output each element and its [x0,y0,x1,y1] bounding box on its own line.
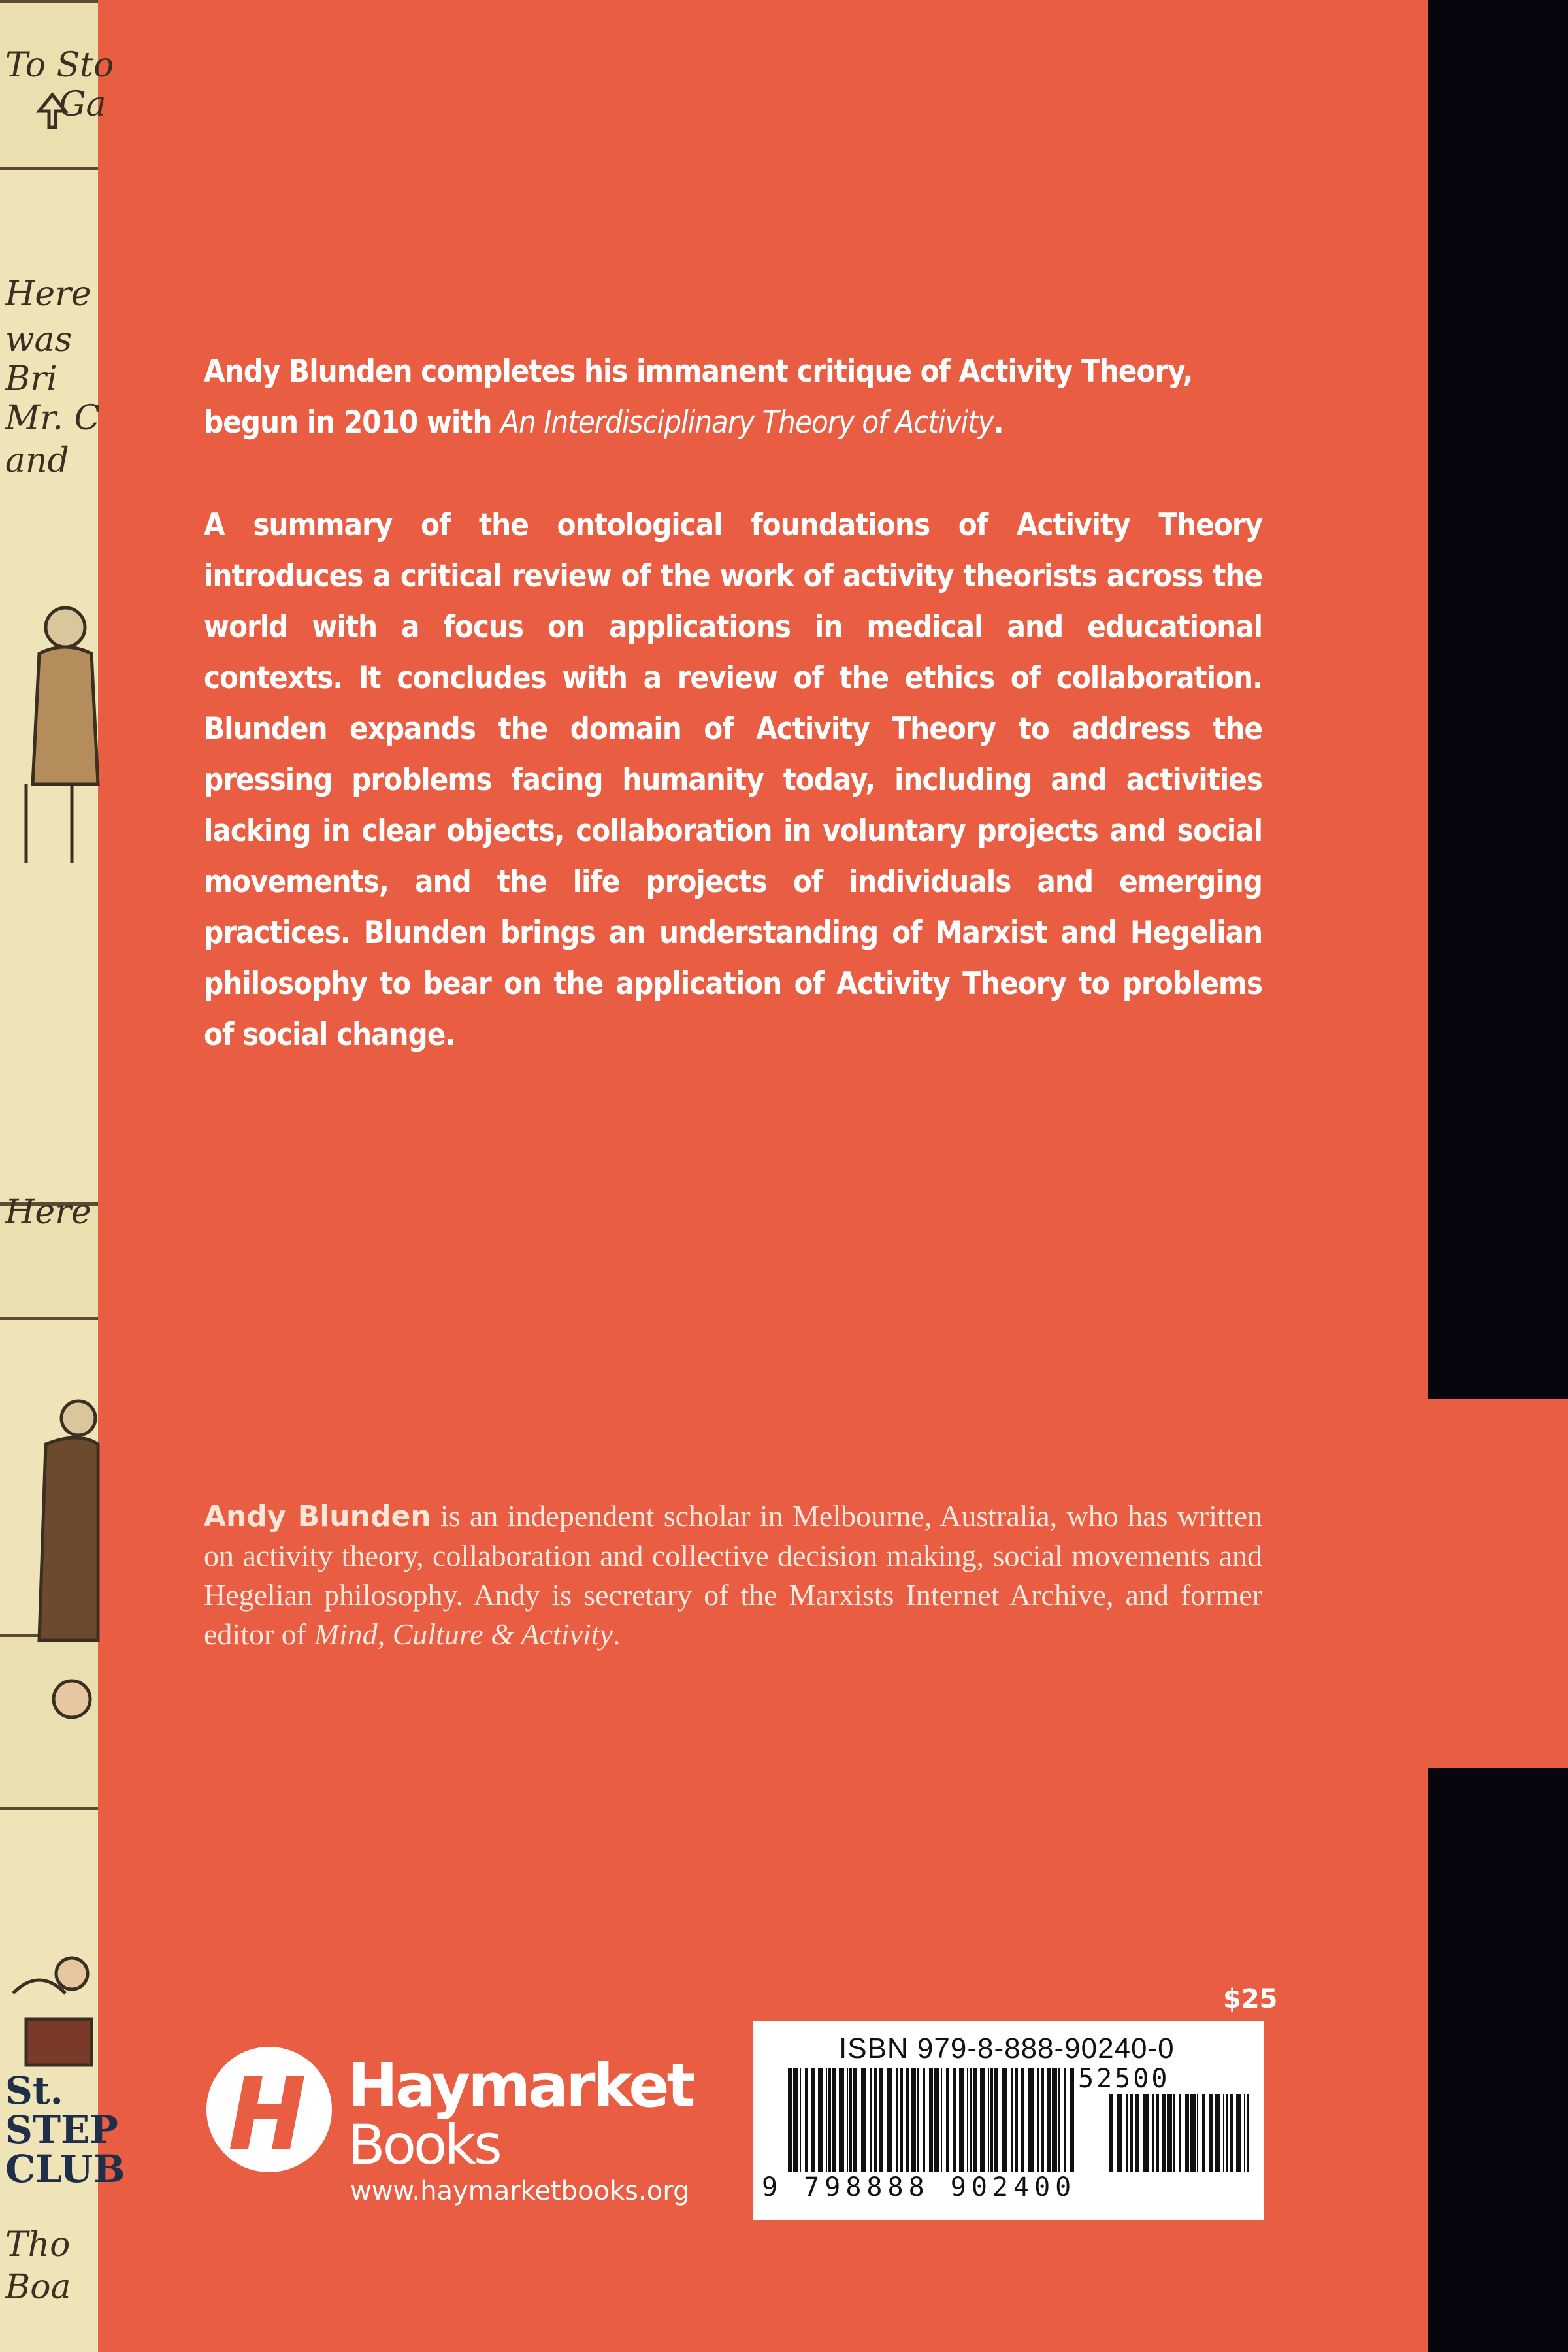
barcode-bar [853,2068,857,2172]
blurb-summary-text: A summary of the ontological foundations of Activity Theory introduces a critical review of the work of activity theorists across the world with a focus on applications in medical and educational contexts. It concludes with a review of the ethics of collaboration. Blunden expands the domain of Activity Theory to address the pressing problems facing humanity today, including and activities lacking in clear objects, collaboration in voluntary projects and social movements, and the life projects of individuals and emerging practices. Blunden brings an understanding of Marxist and Hegelian philosophy to bear on the application of Activity Theory to problems of social change. [204,507,1262,1053]
spine-text: Ga [59,85,106,124]
barcode-bar [1152,2094,1154,2172]
barcode-bar [1223,2094,1224,2172]
barcode-bar [800,2068,801,2172]
barcode-bar [1247,2094,1249,2172]
barcode-bar [990,2068,993,2172]
barcode-bar [839,2068,844,2172]
barcode-bar [1052,2068,1057,2172]
author-bio-text: is an independent scholar in Melbourne, Australia, who has written on activity theory, collaboration and collective decision making, social movements and Hegelian philosophy. Andy is secretary of the Marxists Internet Archive, and former editor of [204,1499,1262,1651]
price: $25 [1223,1984,1278,2014]
spine-text: STEP [5,2108,118,2152]
author-bio [204,1497,1262,1654]
barcode-bar [941,2068,942,2172]
barcode-bar [1162,2094,1166,2172]
barcode-bar [1236,2094,1241,2172]
barcode-bar [994,2068,998,2172]
publisher-url: www.haymarketbooks.org [350,2176,690,2206]
barcode-bar [1185,2094,1189,2172]
spine-edge-dark [1428,0,1568,1399]
author-name: Andy Blunden [204,1500,431,1533]
barcode-bar [1064,2068,1066,2172]
barcode-bar [1202,2094,1205,2172]
barcode-bar [1002,2068,1007,2172]
barcode-bar [923,2068,925,2172]
journal-name: Mind, Culture & Activity [314,1617,613,1651]
barcode-bar [1109,2094,1113,2172]
barcode-bar [879,2068,883,2172]
barcode-bar [1173,2094,1175,2172]
barcode-bar [1037,2068,1039,2172]
publisher-name: Haymarket [348,2051,693,2121]
haymarket-h-icon [204,2044,335,2175]
barcode-bar [1167,2094,1172,2172]
barcode-bar [1230,2094,1233,2172]
isbn-number: ISBN 979-8-888-90240-0 [839,2032,1175,2064]
barcode-bar [1047,2068,1051,2172]
barcode-bar [953,2068,956,2172]
barcode-bar [980,2068,985,2172]
spine-text: was [5,320,73,359]
publisher-logo [204,2038,700,2214]
barcode-bar [874,2068,877,2172]
publisher-name-books: Books [348,2113,500,2177]
barcode-bar [1126,2094,1128,2172]
spine-text: Here [5,274,91,314]
barcode-supplement: 52500 [1078,2064,1170,2094]
blurb-summary [204,500,1262,1061]
spine-text: To Sto [5,46,114,85]
spine-edge-dark [1428,1768,1568,2352]
barcode-bar [818,2068,823,2172]
barcode-bar [826,2068,827,2172]
barcode-bar [1179,2094,1181,2172]
barcode-bar [959,2068,964,2172]
barcode-bar [1190,2094,1196,2172]
barcode-bar [1015,2068,1018,2172]
spine-text: Here [5,1193,91,1232]
barcode-bar [1197,2094,1198,2172]
barcode-bar [1209,2094,1213,2172]
spine-text: St. [5,2068,63,2113]
blurb-intro [204,346,1262,448]
barcode-bar [1226,2094,1228,2172]
comic-illustration [0,0,101,2352]
barcode-bar [805,2068,808,2172]
barcode-bar [967,2068,968,2172]
barcode-bar [1135,2094,1139,2172]
barcode-bar [828,2068,831,2172]
barcode-bar [896,2068,898,2172]
barcode-bar [946,2068,949,2172]
barcode-bar [1130,2094,1133,2172]
barcode-bars [788,2068,1075,2172]
blurb-intro-end: . [993,405,1004,440]
barcode-bar [847,2068,848,2172]
barcode-bar [832,2068,836,2172]
spine-text: Boa [5,2268,71,2307]
barcode-bar [1244,2094,1245,2172]
barcode-bar [1070,2068,1074,2172]
barcode-bar [861,2068,866,2172]
spine-text: Tho [5,2225,71,2264]
barcode-bar [973,2068,977,2172]
spine-text: CLUB [5,2147,125,2191]
barcode-bar [870,2068,872,2172]
barcode-supplement-bars [1109,2094,1253,2172]
barcode-bar [988,2068,989,2172]
barcode [753,2021,1264,2220]
barcode-bar [1215,2094,1220,2172]
barcode-bar [934,2068,939,2172]
barcode-bar [1021,2068,1024,2172]
barcode-bar [1117,2094,1122,2172]
barcode-bar [788,2068,792,2172]
barcode-bar [1058,2068,1060,2172]
barcode-bar [929,2068,933,2172]
barcode-bar [1011,2068,1013,2172]
author-bio-end: . [613,1617,621,1651]
spine-text: Bri [5,359,57,399]
barcode-bar [906,2068,909,2172]
barcode-bar [1156,2094,1159,2172]
spine-text: and [5,441,69,480]
barcode-bar [900,2068,903,2172]
blurb-intro-text: Andy Blunden completes his immanent critique of Activity Theory, begun in 2010 with [204,354,1193,440]
barcode-bar [970,2068,972,2172]
spine-text: Mr. C [5,399,101,438]
barcode-bar [911,2068,916,2172]
spine-artwork [0,0,125,2352]
barcode-bar [811,2068,815,2172]
barcode-bar [1041,2068,1044,2172]
barcode-bar [887,2068,892,2172]
barcode-bar [793,2068,798,2172]
barcode-bar [1143,2094,1149,2172]
barcode-bar [917,2068,919,2172]
barcode-bar [1028,2068,1034,2172]
book-title-reference: An Interdisciplinary Theory of Activity [500,405,994,440]
ean-number: 9 798888 902400 [762,2172,1077,2202]
barcode-bar [849,2068,852,2172]
